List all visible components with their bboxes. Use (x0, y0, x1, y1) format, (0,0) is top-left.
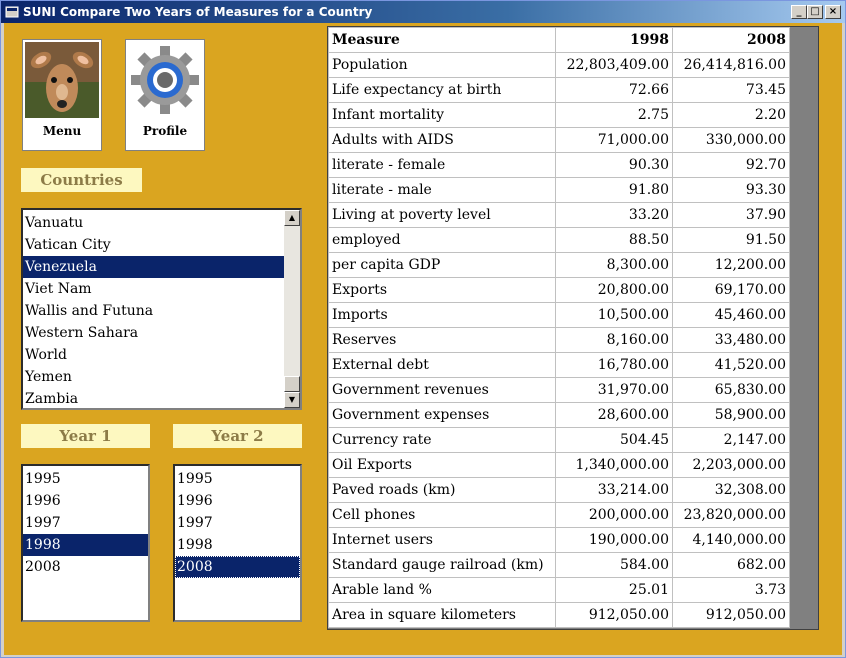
list-item[interactable]: 2008 (175, 556, 300, 578)
year1-value-cell[interactable]: 1,340,000.00 (556, 453, 673, 478)
list-item[interactable]: Vanuatu (25, 215, 84, 231)
year2-value-cell[interactable]: 69,170.00 (673, 278, 790, 303)
header-year2[interactable]: 2008 (673, 28, 790, 53)
list-item[interactable]: 1996 (177, 493, 213, 509)
measure-cell[interactable]: Government expenses (329, 403, 556, 428)
close-button[interactable]: × (825, 5, 841, 19)
measure-cell[interactable]: Imports (329, 303, 556, 328)
year2-value-cell[interactable]: 26,414,816.00 (673, 53, 790, 78)
minimize-button[interactable]: _ (791, 5, 807, 19)
year1-value-cell[interactable]: 28,600.00 (556, 403, 673, 428)
table-row (329, 378, 790, 403)
year2-value-cell[interactable]: 912,050.00 (673, 603, 790, 628)
menu-label: Menu (42, 124, 82, 138)
list-item[interactable]: World (25, 347, 67, 363)
year1-value-cell[interactable]: 22,803,409.00 (556, 53, 673, 78)
scroll-up-button[interactable]: ▲ (284, 210, 300, 226)
list-item[interactable]: 1995 (25, 471, 61, 487)
table-row (329, 253, 790, 278)
measure-cell[interactable]: Paved roads (km) (329, 478, 556, 503)
list-item[interactable]: 1998 (177, 537, 213, 553)
countries-items (23, 212, 284, 410)
countries-label: Countries (21, 168, 142, 192)
measures-table (328, 27, 790, 628)
measure-cell[interactable]: Arable land % (329, 578, 556, 603)
gear-icon (128, 42, 202, 118)
measure-cell[interactable]: Government revenues (329, 378, 556, 403)
measure-cell[interactable]: Currency rate (329, 428, 556, 453)
year1-value-cell[interactable]: 71,000.00 (556, 128, 673, 153)
measure-cell[interactable]: Exports (329, 278, 556, 303)
year2-value-cell[interactable]: 92.70 (673, 153, 790, 178)
year1-value-cell[interactable]: 20,800.00 (556, 278, 673, 303)
year1-value-cell[interactable]: 200,000.00 (556, 503, 673, 528)
year2-value-cell[interactable]: 91.50 (673, 228, 790, 253)
year1-value-cell[interactable]: 8,300.00 (556, 253, 673, 278)
year1-value-cell[interactable]: 72.66 (556, 78, 673, 103)
measure-cell[interactable]: employed (329, 228, 556, 253)
measure-cell[interactable]: Reserves (329, 328, 556, 353)
countries-scrollbar[interactable] (284, 210, 300, 408)
year2-items (175, 468, 300, 578)
header-year1[interactable]: 1998 (556, 28, 673, 53)
table-row (329, 103, 790, 128)
year2-value-cell[interactable]: 2,147.00 (673, 428, 790, 453)
measure-cell[interactable]: Area in square kilometers (329, 603, 556, 628)
year2-value-cell[interactable]: 73.45 (673, 78, 790, 103)
year2-value-cell[interactable]: 3.73 (673, 578, 790, 603)
list-item[interactable]: Zambia (25, 391, 79, 407)
year1-value-cell[interactable]: 25.01 (556, 578, 673, 603)
menu-button[interactable] (22, 39, 102, 151)
year1-list[interactable] (21, 464, 150, 622)
list-item[interactable]: 1998 (23, 534, 148, 556)
measure-cell[interactable]: literate - female (329, 153, 556, 178)
measure-cell[interactable]: Standard gauge railroad (km) (329, 553, 556, 578)
list-item[interactable]: 2008 (25, 559, 61, 575)
year2-value-cell[interactable]: 2.20 (673, 103, 790, 128)
measure-cell[interactable]: Living at poverty level (329, 203, 556, 228)
countries-list[interactable] (21, 208, 302, 410)
table-row (329, 403, 790, 428)
list-item[interactable]: Venezuela (23, 256, 284, 278)
year1-value-cell[interactable]: 584.00 (556, 553, 673, 578)
year2-value-cell[interactable]: 58,900.00 (673, 403, 790, 428)
year2-value-cell[interactable]: 41,520.00 (673, 353, 790, 378)
table-row (329, 353, 790, 378)
list-item[interactable]: 1995 (177, 471, 213, 487)
year1-label: Year 1 (21, 424, 150, 448)
table-row (329, 53, 790, 78)
list-item[interactable]: Viet Nam (25, 281, 92, 297)
year2-value-cell[interactable]: 37.90 (673, 203, 790, 228)
year2-value-cell[interactable]: 4,140,000.00 (673, 528, 790, 553)
list-item[interactable]: Vatican City (25, 237, 111, 253)
table-row (329, 78, 790, 103)
year1-items (23, 468, 148, 578)
year1-value-cell[interactable]: 33.20 (556, 203, 673, 228)
profile-label: Profile (142, 124, 188, 138)
measure-cell[interactable]: Internet users (329, 528, 556, 553)
list-item[interactable]: Wallis and Futuna (25, 303, 154, 319)
year2-value-cell[interactable]: 93.30 (673, 178, 790, 203)
year1-value-cell[interactable]: 88.50 (556, 228, 673, 253)
scroll-thumb[interactable] (284, 376, 300, 392)
header-measure[interactable]: Measure (329, 28, 556, 53)
profile-button[interactable] (125, 39, 205, 151)
year2-value-cell[interactable]: 65,830.00 (673, 378, 790, 403)
table-row (329, 503, 790, 528)
window-title: SUNI Compare Two Years of Measures for a Country (23, 5, 373, 19)
year1-value-cell[interactable]: 16,780.00 (556, 353, 673, 378)
table-row (329, 478, 790, 503)
year1-value-cell[interactable]: 190,000.00 (556, 528, 673, 553)
list-item[interactable]: 1996 (25, 493, 61, 509)
table-row (329, 128, 790, 153)
list-item[interactable]: Western Sahara (25, 325, 139, 341)
table-row (329, 203, 790, 228)
table-row (329, 578, 790, 603)
list-item[interactable]: 1997 (177, 515, 213, 531)
year2-value-cell[interactable]: 33,480.00 (673, 328, 790, 353)
table-row (329, 528, 790, 553)
measure-cell[interactable]: Cell phones (329, 503, 556, 528)
deer-icon (25, 42, 99, 118)
year1-value-cell[interactable]: 10,500.00 (556, 303, 673, 328)
year1-value-cell[interactable]: 912,050.00 (556, 603, 673, 628)
year2-list[interactable] (173, 464, 302, 622)
table-row (329, 303, 790, 328)
measure-cell[interactable]: Life expectancy at birth (329, 78, 556, 103)
title-bar[interactable] (1, 1, 845, 23)
measures-grid[interactable] (327, 26, 819, 630)
year1-value-cell[interactable]: 91.80 (556, 178, 673, 203)
table-row (329, 153, 790, 178)
year1-value-cell[interactable]: 2.75 (556, 103, 673, 128)
year1-value-cell[interactable]: 90.30 (556, 153, 673, 178)
table-row (329, 278, 790, 303)
table-header-row (329, 28, 790, 53)
table-row (329, 228, 790, 253)
measure-cell[interactable]: External debt (329, 353, 556, 378)
year2-value-cell[interactable]: 12,200.00 (673, 253, 790, 278)
year2-value-cell[interactable]: 2,203,000.00 (673, 453, 790, 478)
app-icon[interactable] (5, 5, 19, 19)
list-item[interactable]: Yemen (25, 369, 72, 385)
table-row (329, 178, 790, 203)
list-item[interactable]: 1997 (25, 515, 61, 531)
table-row (329, 328, 790, 353)
table-row (329, 553, 790, 578)
scroll-down-button[interactable]: ▼ (284, 392, 300, 408)
measure-cell[interactable]: Oil Exports (329, 453, 556, 478)
year2-value-cell[interactable]: 32,308.00 (673, 478, 790, 503)
year1-value-cell[interactable]: 33,214.00 (556, 478, 673, 503)
measure-cell[interactable]: per capita GDP (329, 253, 556, 278)
year2-value-cell[interactable]: 330,000.00 (673, 128, 790, 153)
client-area (4, 23, 842, 655)
year2-label: Year 2 (173, 424, 302, 448)
table-row (329, 603, 790, 628)
measure-cell[interactable]: literate - male (329, 178, 556, 203)
year2-value-cell[interactable]: 682.00 (673, 553, 790, 578)
year2-value-cell[interactable]: 45,460.00 (673, 303, 790, 328)
year2-value-cell[interactable]: 23,820,000.00 (673, 503, 790, 528)
measure-cell[interactable]: Population (329, 53, 556, 78)
year1-value-cell[interactable]: 504.45 (556, 428, 673, 453)
measure-cell[interactable]: Infant mortality (329, 103, 556, 128)
maximize-button[interactable]: □ (807, 5, 823, 19)
table-row (329, 428, 790, 453)
measure-cell[interactable]: Adults with AIDS (329, 128, 556, 153)
year1-value-cell[interactable]: 8,160.00 (556, 328, 673, 353)
table-row (329, 453, 790, 478)
year1-value-cell[interactable]: 31,970.00 (556, 378, 673, 403)
